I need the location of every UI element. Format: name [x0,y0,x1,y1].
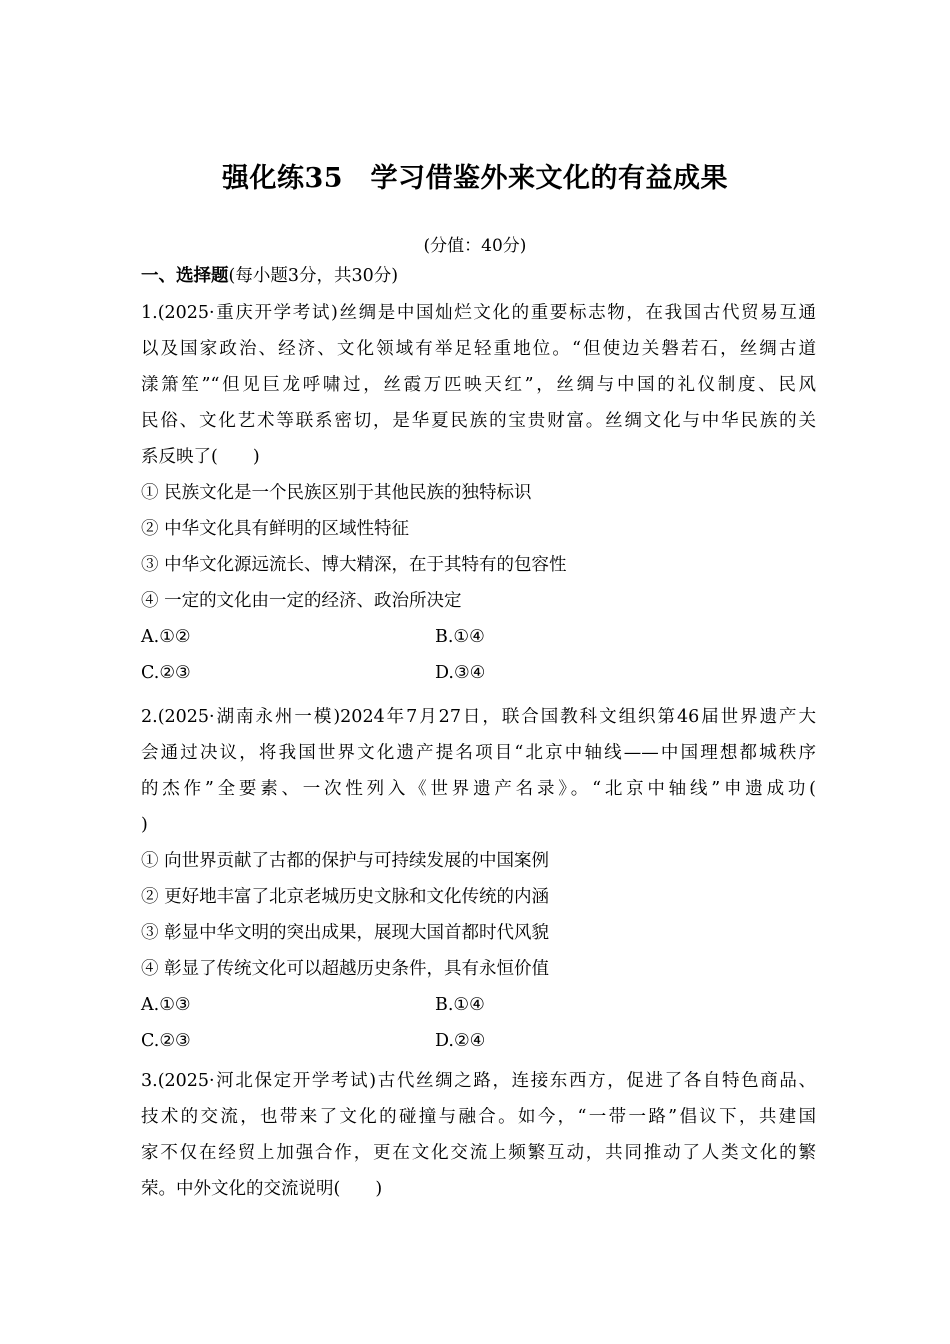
score-note: (分值：40分) [423,236,527,256]
page-title: 强化练35 学习借鉴外来文化的有益成果 [221,163,729,194]
question-text-line: 3.(2025·河北保定开学考试)古代丝绸之路，连接东西方，促进了各自特色商品、 [141,1071,816,1091]
statement-item: ③ 彰显中华文明的突出成果，展现大国首都时代风貌 [141,923,550,943]
question-text-line: 家不仅在经贸上加强合作，更在文化交流上频繁互动，共同推动了人类文化的繁 [141,1143,816,1163]
statement-item: ② 中华文化具有鲜明的区域性特征 [141,519,410,539]
options-row [141,619,816,655]
option-a[interactable]: A.①② [141,627,191,647]
statement-item: ④ 彰显了传统文化可以超越历史条件，具有永恒价值 [141,959,550,979]
statement-item: ① 向世界贡献了古都的保护与可持续发展的中国案例 [141,851,550,871]
option-d[interactable]: D.③④ [435,663,486,683]
statement-item: ② 更好地丰富了北京老城历史文脉和文化传统的内涵 [141,887,550,907]
question-text-line: 的杰作”全要素、一次性列入《世界遗产名录》。“北京中轴线”申遗成功( [141,779,816,799]
option-b[interactable]: B.①④ [435,995,485,1015]
question-2 [141,699,816,1059]
statement-item: ① 民族文化是一个民族区别于其他民族的独特标识 [141,483,532,503]
option-c[interactable]: C.②③ [141,1031,191,1051]
section-header [141,258,816,294]
statement-item: ③ 中华文化源远流长、博大精深，在于其特有的包容性 [141,555,567,575]
option-b[interactable]: B.①④ [435,627,485,647]
option-a[interactable]: A.①③ [141,995,191,1015]
question-3 [141,1063,816,1207]
options-row [141,987,816,1023]
question-text-line: 2.(2025·湖南永州一模)2024年7月27日，联合国教科文组织第46届世界遗产大 [141,707,816,727]
option-d[interactable]: D.②④ [435,1031,486,1051]
question-text-line: 民俗、文化艺术等联系密切，是华夏民族的宝贵财富。丝绸文化与中华民族的关 [141,411,816,431]
question-text-line: 荣。中外文化的交流说明( ) [141,1179,383,1199]
question-text-line: 技术的交流，也带来了文化的碰撞与融合。如今，“一带一路”倡议下，共建国 [141,1107,816,1127]
option-c[interactable]: C.②③ [141,663,191,683]
question-text-line: 漾箫笙”“但见巨龙呼啸过，丝霞万匹映天红”，丝绸与中国的礼仪制度、民风 [141,375,816,395]
question-text-line: ) [141,815,148,835]
question-text-line: 以及国家政治、经济、文化领域有举足轻重地位。“但使边关磐若石，丝绸古道 [141,339,816,359]
options-row [141,1023,816,1059]
question-1 [141,295,816,691]
question-text-line: 1.(2025·重庆开学考试)丝绸是中国灿烂文化的重要标志物，在我国古代贸易互通 [141,303,816,323]
question-text-line: 会通过决议，将我国世界文化遗产提名项目“北京中轴线——中国理想都城秩序 [141,743,816,763]
options-row [141,655,816,691]
statement-item: ④ 一定的文化由一定的经济、政治所决定 [141,591,462,611]
section-title: 一、选择题 [141,266,229,286]
section-note: (每小题3分，共30分) [228,266,399,286]
question-text-line: 系反映了( ) [141,447,260,467]
